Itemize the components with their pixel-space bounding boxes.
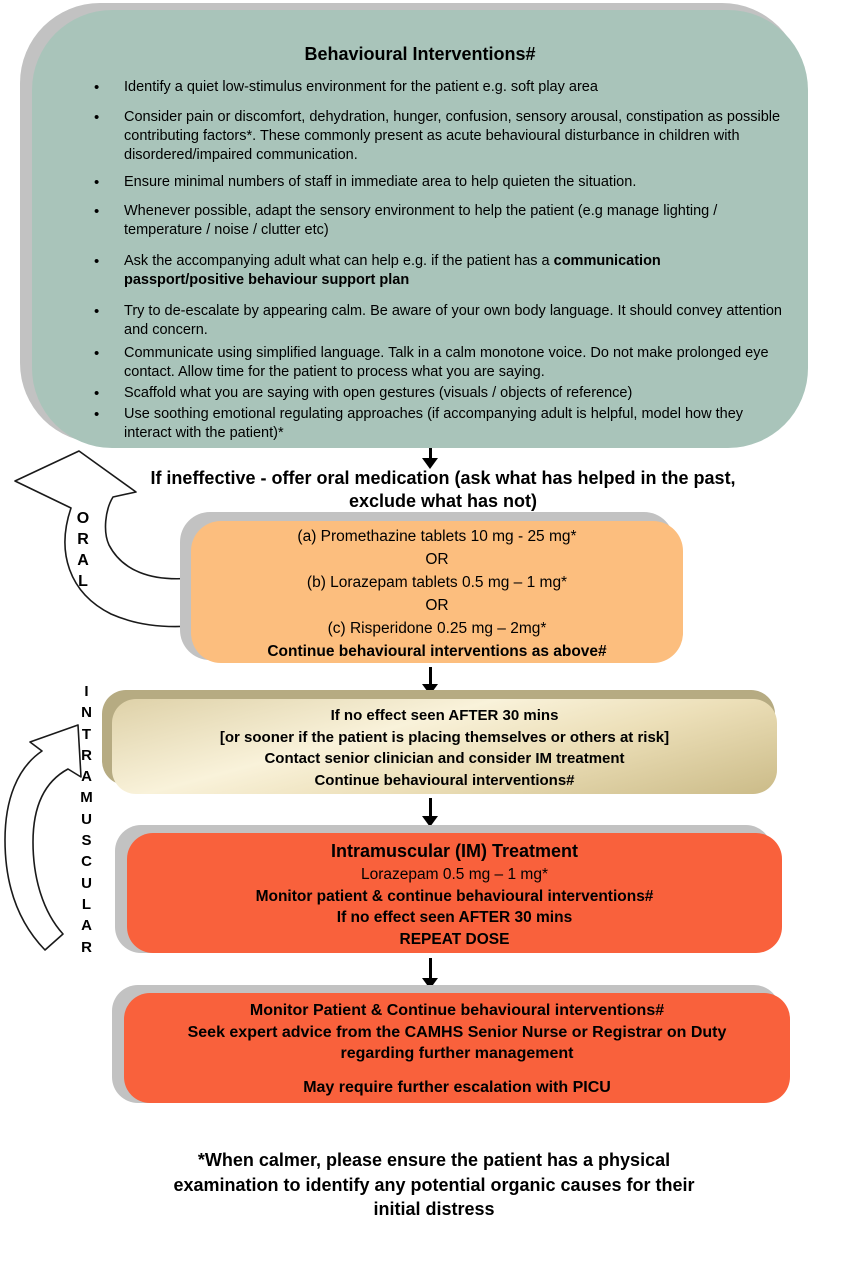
oral-medication-text: [191, 521, 683, 663]
footnote-line: *When calmer, please ensure the patient has a physical: [197, 1150, 671, 1170]
bullet-item: • Ask the accompanying adult what can help e.g. if the patient has a communication passport/positive behaviour support plan: [92, 252, 782, 290]
bullet-item: • Scaffold what you are saying with open gestures (visuals / objects of reference): [92, 384, 782, 403]
monitor-text: [124, 993, 790, 1103]
behavioural-interventions-box: [32, 10, 808, 448]
monitor-line: Monitor Patient & Continue behavioural interventions#: [249, 1002, 665, 1019]
bullet-item: • Try to de-escalate by appearing calm. Be aware of your own body language. It should convey attention and concern.: [92, 302, 782, 340]
intramuscular-route-label: INTRAMUSCULAR: [80, 683, 93, 956]
oral-route-label: ORAL: [76, 510, 90, 590]
continue-interventions-note: Continue behavioural interventions as above#: [267, 643, 607, 660]
down-arrow: [422, 448, 438, 469]
med-option: (c) Risperidone 0.25 mg – 2mg*: [327, 620, 547, 637]
im-dose-line: Lorazepam 0.5 mg – 1 mg*: [361, 866, 548, 883]
monitor-escalate-box: [124, 993, 790, 1103]
med-option: (b) Lorazepam tablets 0.5 mg – 1 mg*: [306, 574, 568, 591]
footnote-line: examination to identify any potential organic causes for their: [173, 1174, 695, 1195]
im-line: Monitor patient & continue behavioural interventions#: [255, 887, 654, 905]
monitor-line: regarding further management: [340, 1045, 574, 1062]
monitor-line: Seek expert advice from the CAMHS Senior Nurse or Registrar on Duty: [187, 1023, 727, 1041]
down-arrow: [422, 798, 438, 827]
bullet-item: • Whenever possible, adapt the sensory environment to help the patient (e.g manage lighting / temperature / noise / clutter etc): [92, 202, 782, 240]
bullet-item: • Communicate using simplified language. Talk in a calm monotone voice. Do not make prolonged eye contact. Allow time for the patient to process what you are saying.: [92, 344, 782, 382]
bullet-item: • Identify a quiet low-stimulus environment for the patient e.g. soft play area: [92, 78, 782, 97]
bullet-item: • Ensure minimal numbers of staff in immediate area to help quieten the situation.: [92, 173, 782, 192]
oral-medication-box: [191, 521, 683, 663]
or-separator: OR: [425, 551, 449, 568]
escalation-line: If no effect seen AFTER 30 mins: [330, 707, 559, 724]
bullet-item: • Consider pain or discomfort, dehydration, hunger, confusion, sensory arousal, constipation as possible contributing factors*. These commonly present as acute behavioural disturbance in children with disordered/impaired communication.: [92, 108, 782, 165]
footnote-line: initial distress: [373, 1199, 495, 1219]
oral-medication-heading: If ineffective - offer oral medication (ask what has helped in the past, exclude what has not): [150, 468, 736, 511]
im-line: If no effect seen AFTER 30 mins: [336, 909, 573, 926]
im-treatment-box: [127, 833, 782, 953]
physical-examination-footnote: [134, 1148, 734, 1222]
med-option: (a) Promethazine tablets 10 mg - 25 mg*: [297, 528, 577, 545]
bullet-item: • Use soothing emotional regulating approaches (if accompanying adult is helpful, model how they interact with the patient)*: [92, 405, 782, 443]
escalation-line: Contact senior clinician and consider IM treatment: [264, 750, 625, 767]
escalation-box: [112, 699, 777, 794]
picu-escalation-line: May require further escalation with PICU: [303, 1078, 611, 1096]
escalation-line: [or sooner if the patient is placing themselves or others at risk]: [219, 728, 670, 746]
or-separator: OR: [425, 597, 449, 614]
escalation-line: Continue behavioural interventions#: [314, 771, 575, 789]
im-treatment-title: Intramuscular (IM) Treatment: [330, 841, 579, 861]
behavioural-bullet-list: [92, 78, 782, 443]
im-treatment-text: [127, 833, 782, 953]
im-line: REPEAT DOSE: [399, 930, 510, 948]
escalation-text: [112, 699, 777, 794]
behavioural-title: Behavioural Interventions#: [304, 44, 536, 64]
